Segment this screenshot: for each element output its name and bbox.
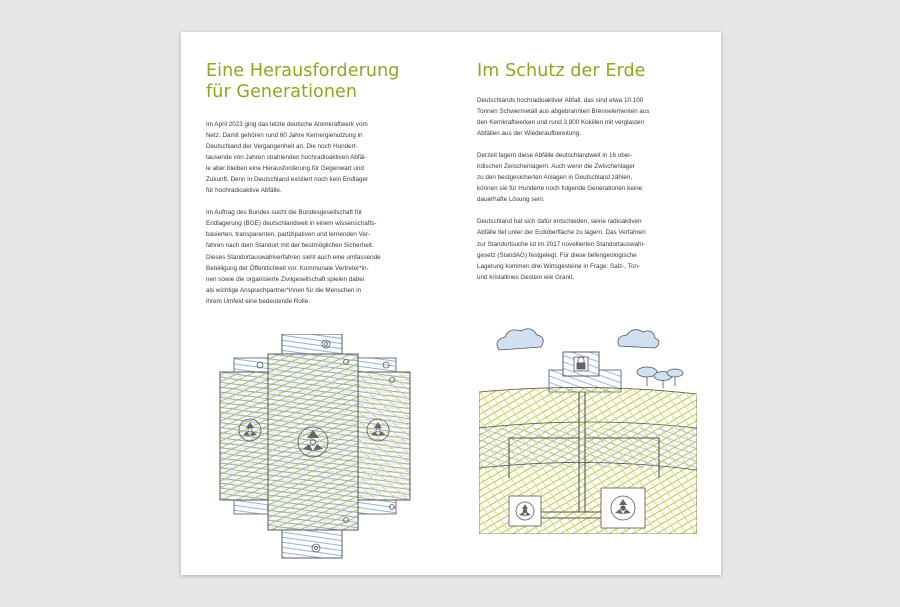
center-cask [268,334,358,558]
left-page [181,32,451,575]
left-page-title: Eine Herausforderung für Generationen [206,61,400,102]
right-page-title: Im Schutz der Erde [477,61,646,81]
trees-icon [637,367,683,388]
underground-repository-illustration [479,328,697,534]
cloud-left-icon [497,329,543,350]
storage-chamber-left [509,496,541,526]
right-paragraph-1: Deutschlands hochradioaktiver Abfall, das sind etwa 10.100 Tonnen Schwermetall aus abgebrannten Brennelementen aus den Kernkraftwerken und rund 3.800 Kokillen mit verglasten Abfällen aus der Wiederaufbereitung. [477,97,650,138]
castor-casks-radioactive-illustration [216,334,412,562]
left-paragraph-1: Im April 2023 ging das letzte deutsche Atomkraftwerk vom Netz. Damit gehören rund 60 Jahre Kernergienutzung in Deutschland der Vergangenheit an. Die noch Hundert- tausende von Jahren strahlenden hochradioaktiven Abfäl- le aber bleiben eine Herausforderung für Gegenwart und Zukunft. Denn in Deutschland existiert noch kein Endlager für hochradioaktive Abfälle. [206,121,369,195]
storage-chamber-right [601,488,645,528]
left-paragraph-2: Im Auftrag des Bundes sucht die Bundesgesellschaft für Endlagerung (BGE) deutschlandweit in einem wissenschafts- basierten, transparenten, partizipativen und lernenden Ver- fahren nach dem Standort mit der bestmöglichen Sicherheit. Dieses Standortauswahlverfahren sieht auch eine umfassende Beteiligung der Öffentlichkeit vor. Kommunale Vertreter*in- nen sowie die organisierte Zivilgesellschaft spielen dabei als wichtige Ansprechpartner*innen für die Menschen in ihrem Umfeld eine bedeutende Rolle. [206,209,381,305]
right-paragraph-2: Derzeit lagern diese Abfälle deutschlandweit in 16 ober- irdischen Zwischenlagern. Auch wenn die Zwischenlager zu den bestgesicherten Anlagen in Deutschland zählen, können sie für Hunderte noch folgende Generationen keine dauerhafte Lösung sein. [477,152,643,204]
brochure-spread [181,32,721,575]
surface-building [549,352,621,392]
right-page [451,32,721,575]
left-page-body [206,119,431,307]
right-page-body [477,95,703,283]
cloud-right-icon [618,330,659,348]
right-paragraph-3: Deutschland hat sich dafür entschieden, seine radioaktiven Abfälle tief unter der Erdoberfläche zu lagern. Das Verfahren zur Standortsuche ist im 2017 novellierten Standortauswahl- gesetz (StandAG) festgelegt. Für diese tiefengeologische Lagerung kommen drei Wirtsgesteine in Frage: Salz-, Ton- und kristallines Gestein wie Granit. [477,218,646,281]
